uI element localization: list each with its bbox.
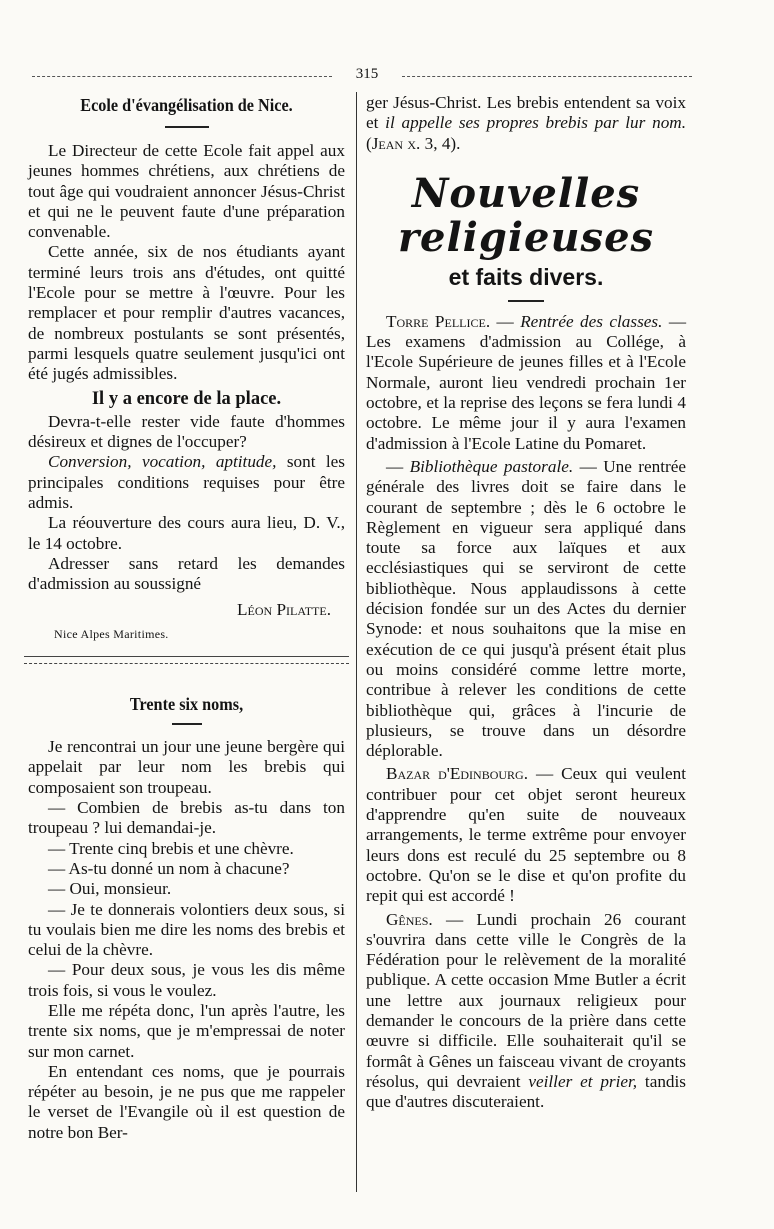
paragraph-rest: sont les principales conditions requises pour être admis. [28,452,345,513]
column-divider [356,92,357,1192]
header-rule-right [402,76,692,77]
title-rule [508,300,544,302]
scripture-reference: (Jean x. 3, 4). [366,133,461,153]
news-text: tandis que d'autres discuteraient. [366,1071,686,1112]
paragraph: Adresser sans retard les demandes d'admission au soussigné [28,553,345,594]
paragraph: Devra-t-elle rester vide faute d'hommes désireux et dignes de l'occuper? [28,411,345,452]
section-separator-dashed [24,663,349,664]
news-italic-phrase: veiller et prier, [528,1071,638,1091]
dialogue-line: — Je te donnerais volontiers deux sous, si tu voulais bien me dire les noms des brebis et celui de la chèvre. [28,899,345,960]
dialogue-line: — Pour deux sous, je vous les dis même trois fois, si vous le voulez. [28,960,345,1000]
title-rule [172,723,202,725]
continuation-quote: il appelle ses propres brebis par lur nom. [385,113,686,133]
subheading-place: Il y a encore de la place. [91,388,282,409]
page-header [32,66,692,84]
section-title-nouvelles: Nouvelles religieuses [397,169,655,261]
news-place: Gênes. [386,909,433,929]
italic-conditions: Conversion, vocation, aptitude, [48,452,277,472]
continuation-paragraph [366,93,686,154]
paragraph: En entendant ces noms, que je pourrais répéter au besoin, je ne pus que me rappeler le verset de l'Evangile où il est question de notre bon Ber- [28,1061,345,1142]
news-item-torre-pellice [366,312,686,454]
section-subtitle: et faits divers. [448,263,604,290]
news-dash: — [490,311,521,331]
section-title-trente: Trente six noms, [129,694,244,715]
section-title-ecole: Ecole d'évangélisation de Nice. [80,95,293,115]
news-heading: Bibliothèque pastorale. [409,456,574,476]
news-place: Bazar d'Edinbourg. [386,764,529,784]
page-number: 315 [355,66,379,82]
news-heading: Rentrée des classes. [520,311,663,331]
news-place: Torre Pellice. [386,311,491,331]
continuation-text: ger Jésus-Christ. Les brebis entendent sa voix et [366,93,686,133]
left-column [28,93,345,1143]
dialogue-line: — As-tu donné un nom à chacune? [48,858,290,878]
paragraph: La réouverture des cours aura lieu, D. V., le 14 octobre. [28,513,345,553]
paragraph: Cette année, six de nos étudiants ayant terminé leurs trois ans d'études, ont quitté l'Ecole pour se mettre à l'œuvre. Pour les remplacer et pour remplir d'autres vacances, de nombreux postulants se sont présentés, parmi lesquels quatre seulement jusqu'ici ont été jugés admissibles. [28,242,345,384]
section-separator [24,656,349,657]
news-item-bazar [366,764,686,906]
news-dash: — [386,456,410,476]
news-text: — Lundi prochain 26 courant s'ouvrira dans cette ville le Congrès de la Fédération pour le relèvement de la moralité publique. A cette occasion Mme Butler a écrit une lettre aux journaux religieux pour demander le concours de la prière dans cette œuvre si difficile. Elle souhaiterait qu'il se formât à Gênes un faisceau vivant de croyants résolus, qui devraient [366,909,686,1091]
paragraph [28,452,345,513]
paragraph: Elle me répéta donc, l'un après l'autre, les trente six noms, que je m'empressai de noter sur mon carnet. [28,1000,345,1061]
dialogue-line: — Oui, monsieur. [48,879,172,899]
paragraph: Le Directeur de cette Ecole fait appel aux jeunes hommes chrétiens, aux chrétiens de tout âge qui voudraient annoncer Jésus-Christ et qui ne le peuvent faute d'une préparation convenable. [28,141,345,242]
paragraph: Je rencontrai un jour une jeune bergère qui appelait par leur nom les brebis qui composaient son troupeau. [28,737,345,797]
dialogue-line: — Combien de brebis as-tu dans ton troupeau ? lui demandai-je. [28,798,345,838]
news-item-bibliotheque [366,457,686,761]
right-column [366,93,686,1112]
location-line: Nice Alpes Maritimes. [54,626,169,641]
title-rule [165,126,209,128]
signature: Léon Pilatte. [237,599,331,619]
news-text: — Une rentrée générale des livres doit se faire dans le courant de septembre ; dès le 6 octobre le Règlement en vigueur sera appliqué dans toute sa force aux laïques et aux ecclésiastiques qui se serviront de cette bibliothèque. Nous applaudissons à cette décision fondée sur un des Actes du dernier Synode: et nous souhaitons que la mise en exécution de ce qui jusqu'à présent était plus ou moins considéré comme lettre morte, contribue à relever les conditions de cette bibliothèque qui, grâces à l'incurie de plusieurs, se trouve dans un désordre déplorable. [366,456,686,761]
news-item-genes [366,910,686,1113]
news-text: — Les examens d'admission au Collége, à l'Ecole Supérieure de jeunes filles et à l'Ecole Normale, auront lieu vendredi prochain 1er octobre, et la reprise des leçons se fera lundi 4 octobre. Le même jour il y aura l'examen d'admission à l'Ecole Latine du Pomaret. [366,311,687,453]
dialogue-line: — Trente cinq brebis et une chèvre. [48,838,294,858]
news-text: — Ceux qui veulent contribuer pour cet objet seront heureux d'apprendre qu'en suite de nouveaux arrangements, le terme extrême pour envoyer leurs dons est reculé du 25 septembre ou 8 octobre. Qu'on se le dise et qu'on profite du repit qui est accordé ! [366,764,686,906]
header-rule-left [32,76,332,77]
